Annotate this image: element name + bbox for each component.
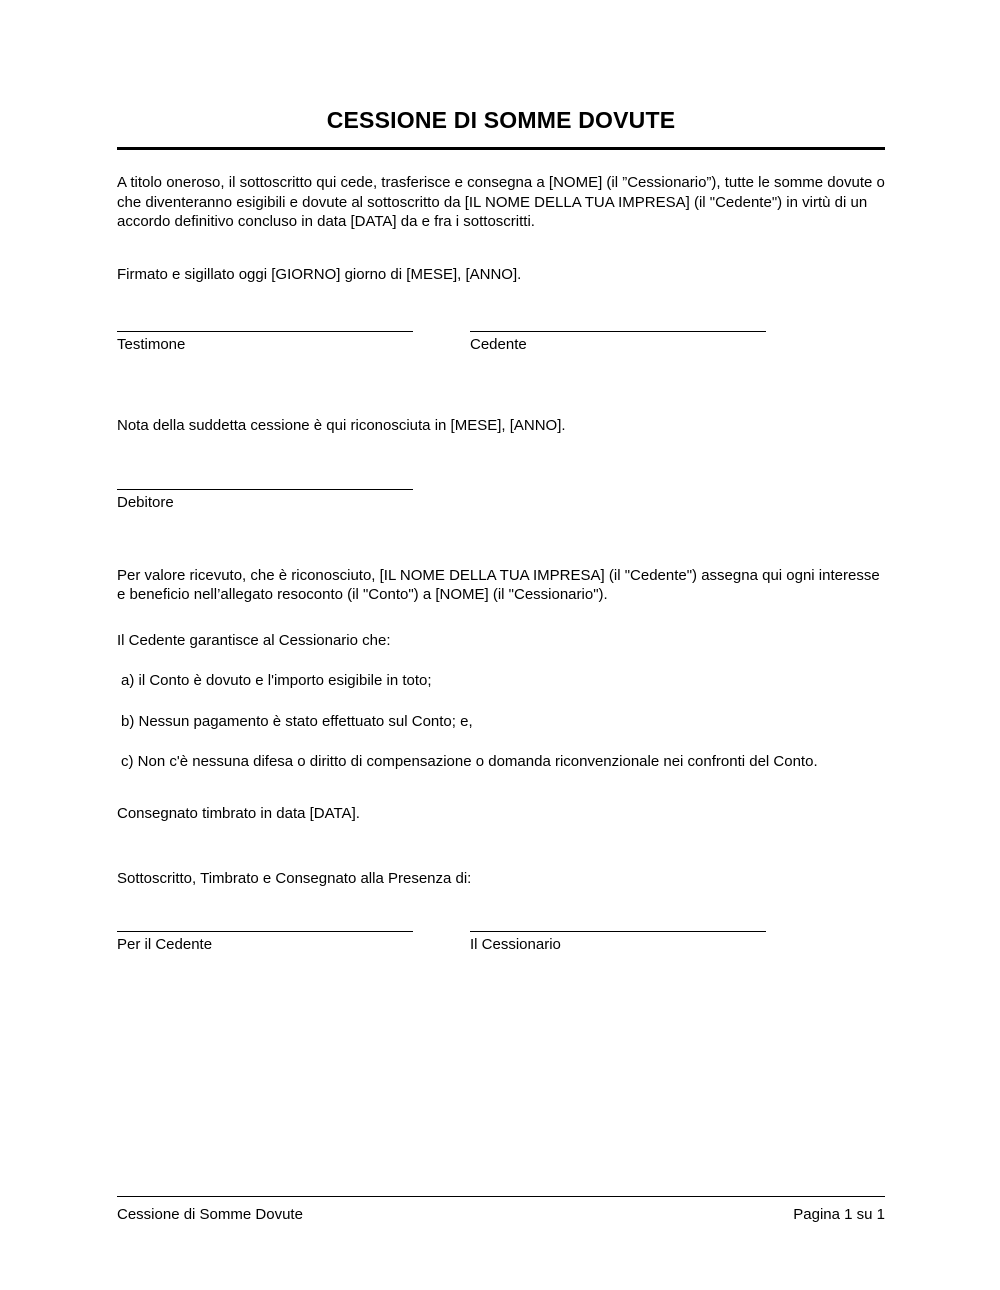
signature-field-cedente bbox=[470, 331, 766, 354]
signature-label-testimone: Testimone bbox=[117, 336, 186, 354]
signature-block-witness-assignor bbox=[117, 331, 885, 367]
delivery-statement: Consegnato timbrato in data [DATA]. bbox=[117, 804, 360, 822]
warranty-item-b: b) Nessun pagamento è stato effettuato sul Conto; e, bbox=[121, 712, 473, 730]
witness-statement: Sottoscritto, Timbrato e Consegnato alla Presenza di: bbox=[117, 870, 472, 888]
signature-label-il-cessionario: Il Cessionario bbox=[470, 935, 561, 953]
signature-field-per-il-cedente bbox=[117, 931, 413, 954]
assignment-paragraph: Per valore ricevuto, che è riconosciuto, [IL NOME DELLA TUA IMPRESA] (il "Cedente") assegna qui ogni interesse e beneficio nell’allegato resoconto (il "Conto") a [NOME] (il "Cessionario"). bbox=[117, 566, 880, 604]
signature-field-testimone bbox=[117, 331, 413, 354]
signature-block-debtor bbox=[117, 489, 885, 525]
warranty-item-a: a) il Conto è dovuto e l'importo esigibile in toto; bbox=[121, 672, 432, 690]
signing-statement: Firmato e sigillato oggi [GIORNO] giorno di [MESE], [ANNO]. bbox=[117, 265, 522, 283]
signature-label-per-il-cedente: Per il Cedente bbox=[117, 935, 213, 953]
signature-label-cedente: Cedente bbox=[470, 336, 527, 354]
warranty-lead-in: Il Cedente garantisce al Cessionario che: bbox=[117, 631, 391, 649]
acknowledgement-paragraph: Nota della suddetta cessione è qui riconosciuta in [MESE], [ANNO]. bbox=[117, 417, 566, 435]
footer-document-name: Cessione di Somme Dovute bbox=[117, 1206, 303, 1223]
signature-field-il-cessionario bbox=[470, 931, 766, 954]
document-content bbox=[117, 0, 885, 967]
footer-row bbox=[117, 1197, 885, 1224]
footer-page-number: Pagina 1 su 1 bbox=[793, 1206, 885, 1223]
intro-paragraph: A titolo oneroso, il sottoscritto qui cede, trasferisce e consegna a [NOME] (il ”Cessionario”), tutte le somme dovute o che diventeranno esigibili e dovute al sottoscritto da [IL NOME DELLA TUA IMPRESA] (il "Cedente") in virtù di un accordo definitivo concluso in data [DATA] da e fra i sottoscritti. bbox=[117, 174, 885, 231]
signature-block-final bbox=[117, 931, 885, 967]
page-footer bbox=[117, 1196, 885, 1224]
page-title: CESSIONE DI SOMME DOVUTE bbox=[326, 107, 676, 133]
warranty-item-c: c) Non c'è nessuna difesa o diritto di compensazione o domanda riconvenzionale nei confronti del Conto. bbox=[121, 753, 818, 771]
signature-field-debitore bbox=[117, 489, 413, 512]
signature-label-debitore: Debitore bbox=[117, 493, 174, 511]
